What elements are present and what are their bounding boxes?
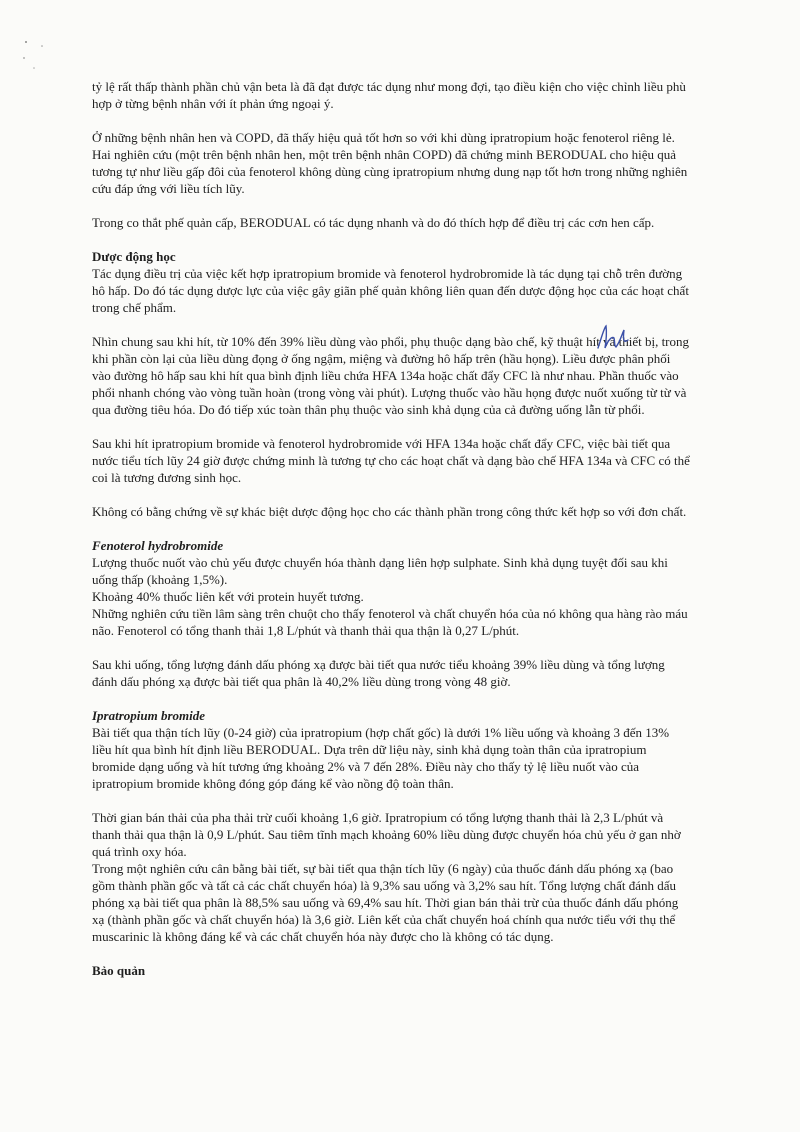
paragraph-asthma-copd: Ở những bệnh nhân hen và COPD, đã thấy hiệu quả tốt hơn so với khi dùng ipratropium hoặc fenoterol riêng lẻ. Hai nghiên cứu (một trên bệnh nhân hen, một trên bệnh nhân COPD) đã chứng minh BERODUAL cho hiệu quả tương tự như liều gấp đôi của fenoterol không dùng cùng ipratropium nhưng dung nạp tốt hơn trong những nghiên cứu đáp ứng với liều tích lũy. [92, 130, 688, 196]
heading-fenoterol: Fenoterol hydrobromide [92, 538, 224, 553]
paragraph-ipratropium-renal: Bài tiết qua thận tích lũy (0-24 giờ) của ipratropium (hợp chất gốc) là dưới 1% liều uống và khoảng 3 đến 13% liều hít qua bình hít định liều BERODUAL. Dựa trên dữ liệu này, sinh khả dụng toàn thân của ipratropium bromide dạng uống và hít tương ứng khoảng 2% và 7 đến 28%. Điều này cho thấy tỷ lệ liều nuốt vào của ipratropium bromide không đóng góp đáng kể vào nồng độ toàn thân. [92, 725, 670, 791]
heading-ipratropium: Ipratropium bromide [92, 708, 206, 723]
paragraph-fenoterol-clearance: Những nghiên cứu tiền lâm sàng trên chuột cho thấy fenoterol và chất chuyển hóa của nó không qua hàng rào máu não. Fenoterol có tổng thanh thải 1,8 L/phút và thanh thải qua thận là 0,27 L/phút. [92, 606, 688, 638]
paragraph-pk-urinary-excretion: Sau khi hít ipratropium bromide và fenoterol hydrobromide với HFA 134a hoặc chất đẩy CFC, việc bài tiết qua nước tiểu tích lũy 24 giờ được chứng minh là tương tự cho các hoạt chất và dạng bào chế HFA 134a và CFC có thể coi là tương đương sinh học. [92, 436, 690, 485]
paragraph-acute-bronchospasm: Trong co thắt phế quản cấp, BERODUAL có tác dụng nhanh và do đó thích hợp để điều trị các cơn hen cấp. [92, 215, 655, 230]
heading-pharmacokinetics: Dược động học [92, 249, 176, 264]
paragraph-beta-agonist: tỷ lệ rất thấp thành phần chủ vận beta là đã đạt được tác dụng như mong đợi, tạo điều kiện cho việc chỉnh liều phù hợp ở từng bệnh nhân với ít phản ứng ngoại ý. [92, 79, 686, 111]
paragraph-fenoterol-metabolism: Lượng thuốc nuốt vào chủ yếu được chuyển hóa thành dạng liên hợp sulphate. Sinh khả dụng tuyệt đối sau khi uống thấp (khoảng 1,5%). [92, 555, 668, 587]
paragraph-fenoterol-protein-binding: Khoảng 40% thuốc liên kết với protein huyết tương. [92, 589, 364, 604]
document-page [92, 78, 690, 979]
paragraph-pk-lung-deposition: Nhìn chung sau khi hít, từ 10% đến 39% liều dùng vào phổi, phụ thuộc dạng bào chế, kỹ thuật hít và thiết bị, trong khi phần còn lại của liều dùng đọng ở ống ngậm, miệng và đường hô hấp trên (hầu họng). Liều được phân phối vào đường hô hấp sau khi hít qua bình định liều chứa HFA 134a hoặc chất đẩy CFC là như nhau. Phần thuốc vào phổi nhanh chóng vào vòng tuần hoàn (trong vòng vài phút). Lượng thuốc vào hầu họng được nuốt xuống từ từ và qua đường tiêu hóa. Do đó tiếp xúc toàn thân phụ thuộc vào sinh khả dụng của cả đường uống lẫn từ phổi. [92, 334, 690, 417]
paragraph-ipratropium-balance-study: Trong một nghiên cứu cân bằng bài tiết, sự bài tiết qua thận tích lũy (6 ngày) của thuốc đánh dấu phóng xạ (bao gồm thành phần gốc và tất cả các chất chuyển hóa) là 9,3% sau uống và 3,2% sau hít. Tổng lượng chất đánh dấu phóng xạ bài tiết qua phân là 88,5% sau uống và 69,4% sau hít. Thời gian bán thải trừ của thuốc đánh dấu phóng xạ (thành phần gốc và chất chuyển hóa) là 3,6 giờ. Liên kết của chất chuyển hoá chính qua nước tiểu với thụ thể muscarinic là không đáng kể và các chất chuyển hóa này được cho là không có tác dụng. [92, 861, 679, 944]
heading-storage: Bảo quản [92, 963, 146, 978]
handwritten-initials [594, 322, 632, 352]
paragraph-fenoterol-radiolabel: Sau khi uống, tổng lượng đánh dấu phóng xạ được bài tiết qua nước tiểu khoảng 39% liều dùng và tổng lượng đánh dấu phóng xạ được bài tiết qua phân là 40,2% liều dùng trong vòng 48 giờ. [92, 657, 665, 689]
paragraph-pk-local-effect: Tác dụng điều trị của việc kết hợp ipratropium bromide và fenoterol hydrobromide là tác dụng tại chỗ trên đường hô hấp. Do đó tác dụng dược lực của việc gây giãn phế quản không liên quan đến dược động học của các hoạt chất trong chế phẩm. [92, 266, 689, 315]
paragraph-ipratropium-half-life: Thời gian bán thải của pha thải trừ cuối khoảng 1,6 giờ. Ipratropium có tổng lượng thanh thải là 2,3 L/phút và thanh thải qua thận là 0,9 L/phút. Sau tiêm tĩnh mạch khoảng 60% liều dùng được chuyển hóa chủ yếu ở gan nhờ quá trình oxy hóa. [92, 810, 681, 859]
paragraph-pk-no-difference: Không có bằng chứng về sự khác biệt dược động học cho các thành phần trong công thức kết hợp so với đơn chất. [92, 504, 687, 519]
scan-specks [20, 38, 60, 78]
